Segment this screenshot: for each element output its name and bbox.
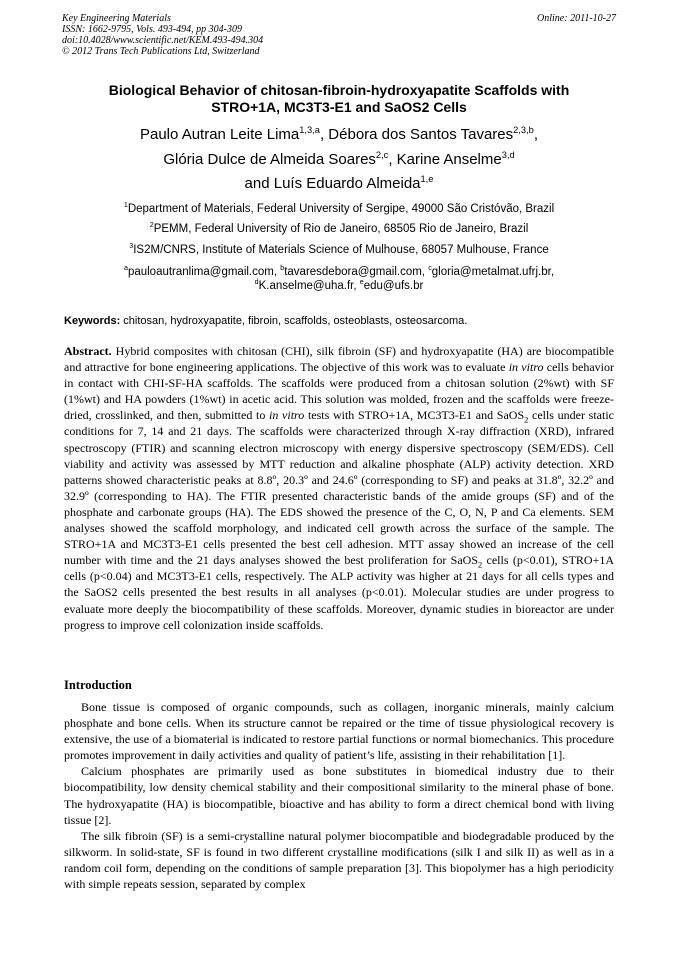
abstract	[64, 343, 614, 633]
email-sup: e	[359, 278, 364, 287]
author-sup: 2,3,b	[513, 125, 534, 135]
email-link[interactable]: gloria@metalmat.ufrj.br,	[431, 266, 555, 278]
affiliation-text: PEMM, Federal University of Rio de Janeiro, 68505 Rio de Janeiro, Brazil	[153, 223, 529, 235]
issn-line: ISSN: 1662-9795, Vols. 493-494, pp 304-309	[62, 24, 242, 35]
author-name: Glória Dulce de Almeida Soares	[163, 150, 376, 168]
abstract-text: tests with STRO+1A, MC3T3-E1 and SaOS	[304, 408, 525, 423]
email-sup: a	[123, 264, 128, 273]
abstract-italic: in vitro	[508, 360, 544, 375]
email-link[interactable]: edu@ufs.br	[363, 280, 424, 292]
author-line-3: and Luís Eduardo Almeida$^{1,e}$	[244, 174, 434, 192]
affiliation-sup: 1	[123, 201, 128, 210]
abstract-text: cells behavior in contact with CHI-SF-HA scaffolds. The scaffolds were produced from a chitosan solution (2%wt) with SF (1%wt) and HA powders (1%wt) in acetic acid. This solution was molded, frozen and the scaffolds were freeze-dried, crosslinked, and then, submitted to	[64, 360, 614, 423]
copyright-line: © 2012 Trans Tech Publications Ltd, Switzerland	[62, 46, 260, 57]
affiliation-1	[40, 202, 638, 216]
intro-paragraph: Calcium phosphates are primarily used as bone substitutes in biomedical industry due to their biocompatibility, low density chemical stability and their compositional similarity to the mineral phase of bone. The hydroxyapatite (HA) is biocompatible, bioactive and has ability to form a direct chemical bond with living tissue [2].	[64, 764, 614, 827]
author-name: Karine Anselme	[396, 150, 502, 168]
abstract-text: cells under static conditions for 7, 14 and 21 days. The scaffolds were characterized through X-ray diffraction (XRD), infrared spectroscopy (FTIR) and scanning electron microscopy with energy dispersive spectroscopy (SEM/EDS). Cell viability and activity was assessed by MTT reduction and alkaline phosphate (ALP) activity detection. XRD patterns showed characteristic peaks at 8.8º, 20.3º and 24.6º (corresponding to SF) and peaks at 31.8º, 32.2º and 32.9º (corresponding to HA). The FTIR presented characteristic bands of the amide groups (SF) and of the phosphate and carbonate groups (HA). The EDS showed the presence of the C, O, N, P and Ca elements. SEM analyses showed the scaffold morphology, and indicated cell growth across the surface of the sample. The STRO+1A and MC3T3-E1 cells presented the best cell adhesion. MTT assay showed an increase of the cell number with time and the 21 days analyses showed the best proliferation for SaOS	[64, 408, 614, 568]
abstract-subscript: 2	[478, 560, 483, 570]
introduction-body	[64, 699, 614, 892]
author-sup: 3,d	[501, 149, 515, 160]
author-name: Luís Eduardo Almeida	[273, 175, 421, 192]
email-sup: d	[254, 278, 259, 287]
affiliation-text: IS2M/CNRS, Institute of Materials Science of Mulhouse, 68057 Mulhouse, France	[133, 244, 549, 256]
author-sup: 1,3,a	[299, 125, 320, 135]
abstract-text: Hybrid composites with chitosan (CHI), silk fibroin (SF) and hydroxyapatite (HA) are biocompatible and attractive for bone engineering applications. The objective of this work was to evaluate	[64, 344, 614, 375]
abstract-italic: in vitro	[269, 408, 305, 423]
title-line-1: Biological Behavior of chitosan-fibroin-hydroxyapatite Scaffolds with	[108, 82, 570, 98]
email-link[interactable]: pauloautranlima@gmail.com,	[127, 266, 281, 278]
journal-header	[62, 13, 616, 57]
email-sup: c	[428, 264, 432, 273]
keywords	[64, 314, 614, 328]
author-name: Paulo Autran Leite Lima	[139, 126, 300, 143]
email-link[interactable]: tavaresdebora@gmail.com,	[284, 266, 429, 278]
affiliation-2	[40, 222, 638, 236]
intro-paragraph: The silk fibroin (SF) is a semi-crystalline natural polymer biocompatible and biodegradable produced by the silkworm. In solid-state, SF is found in two different crystalline modifications (silk I and silk II) as well as in a random coil form, depending on the conditions of sample preparation [3]. This biopolymer has a high periodicity with simple repeats session, separated by complex	[64, 828, 614, 892]
author-list	[40, 123, 638, 197]
email-line-2	[40, 279, 638, 293]
keywords-text: chitosan, hydroxyapatite, fibroin, scaffolds, osteoblasts, osteosarcoma.	[120, 315, 468, 327]
affiliation-sup: 3	[129, 242, 134, 251]
author-line-2: Glória Dulce de Almeida Soares$^{2,c}$, Karine Anselme$^{3,d}$	[163, 149, 515, 168]
affiliation-text: Department of Materials, Federal University of Sergipe, 49000 São Cristóvão, Brazil	[127, 203, 555, 215]
paper-title	[62, 82, 616, 116]
online-date: Online: 2011-10-27	[537, 13, 616, 24]
author-name: Débora dos Santos Tavares	[328, 126, 514, 143]
author-sup: 2,c	[375, 149, 389, 160]
keywords-label: Keywords:	[64, 315, 121, 327]
email-sup: b	[280, 264, 285, 273]
doi-line[interactable]: doi:10.4028/www.scientific.net/KEM.493-494.304	[62, 35, 264, 46]
journal-name: Key Engineering Materials	[62, 13, 171, 24]
abstract-label: Abstract.	[64, 344, 112, 358]
author-line-1: Paulo Autran Leite Lima$^{1,3,a}$, Débora dos Santos Tavares$^{2,3,b}$,	[139, 125, 538, 143]
title-line-2: STRO+1A, MC3T3-E1 and SaOS2 Cells	[211, 99, 467, 115]
intro-paragraph: Bone tissue is composed of organic compounds, such as collagen, inorganic minerals, mainly calcium phosphate and bone cells. When its structure cannot be repaired or the time of tissue physiological recovery is extensive, the use of a biomaterial is indicated to restore partial functions or normal biomechanics. This procedure promotes improvement in daily activities and quality of patient’s life, assisting in their rehabilitation [1].	[64, 700, 614, 763]
email-list	[40, 265, 638, 293]
affiliation-3	[40, 243, 638, 257]
abstract-paragraph	[64, 343, 614, 633]
section-heading-introduction: Introduction	[64, 678, 132, 692]
abstract-text: cells (p<0.01), STRO+1A cells (p<0.04) and MC3T3-E1 cells, respectively. The ALP activity was higher at 21 days for all cells types and the SaOS2 cells presented the best results in all analyses (p<0.01). Molecular studies are under progress to evaluate more deeply the biocompatibility of these scaffolds. Moreover, dynamic studies in bioreactor are under progress to improve cell colonization inside scaffolds.	[64, 553, 615, 632]
email-link[interactable]: K.anselme@uha.fr,	[258, 280, 360, 292]
abstract-subscript: 2	[524, 415, 529, 425]
affiliation-sup: 2	[149, 221, 154, 230]
email-line-1	[40, 265, 638, 279]
author-sup: 1,e	[420, 174, 434, 184]
